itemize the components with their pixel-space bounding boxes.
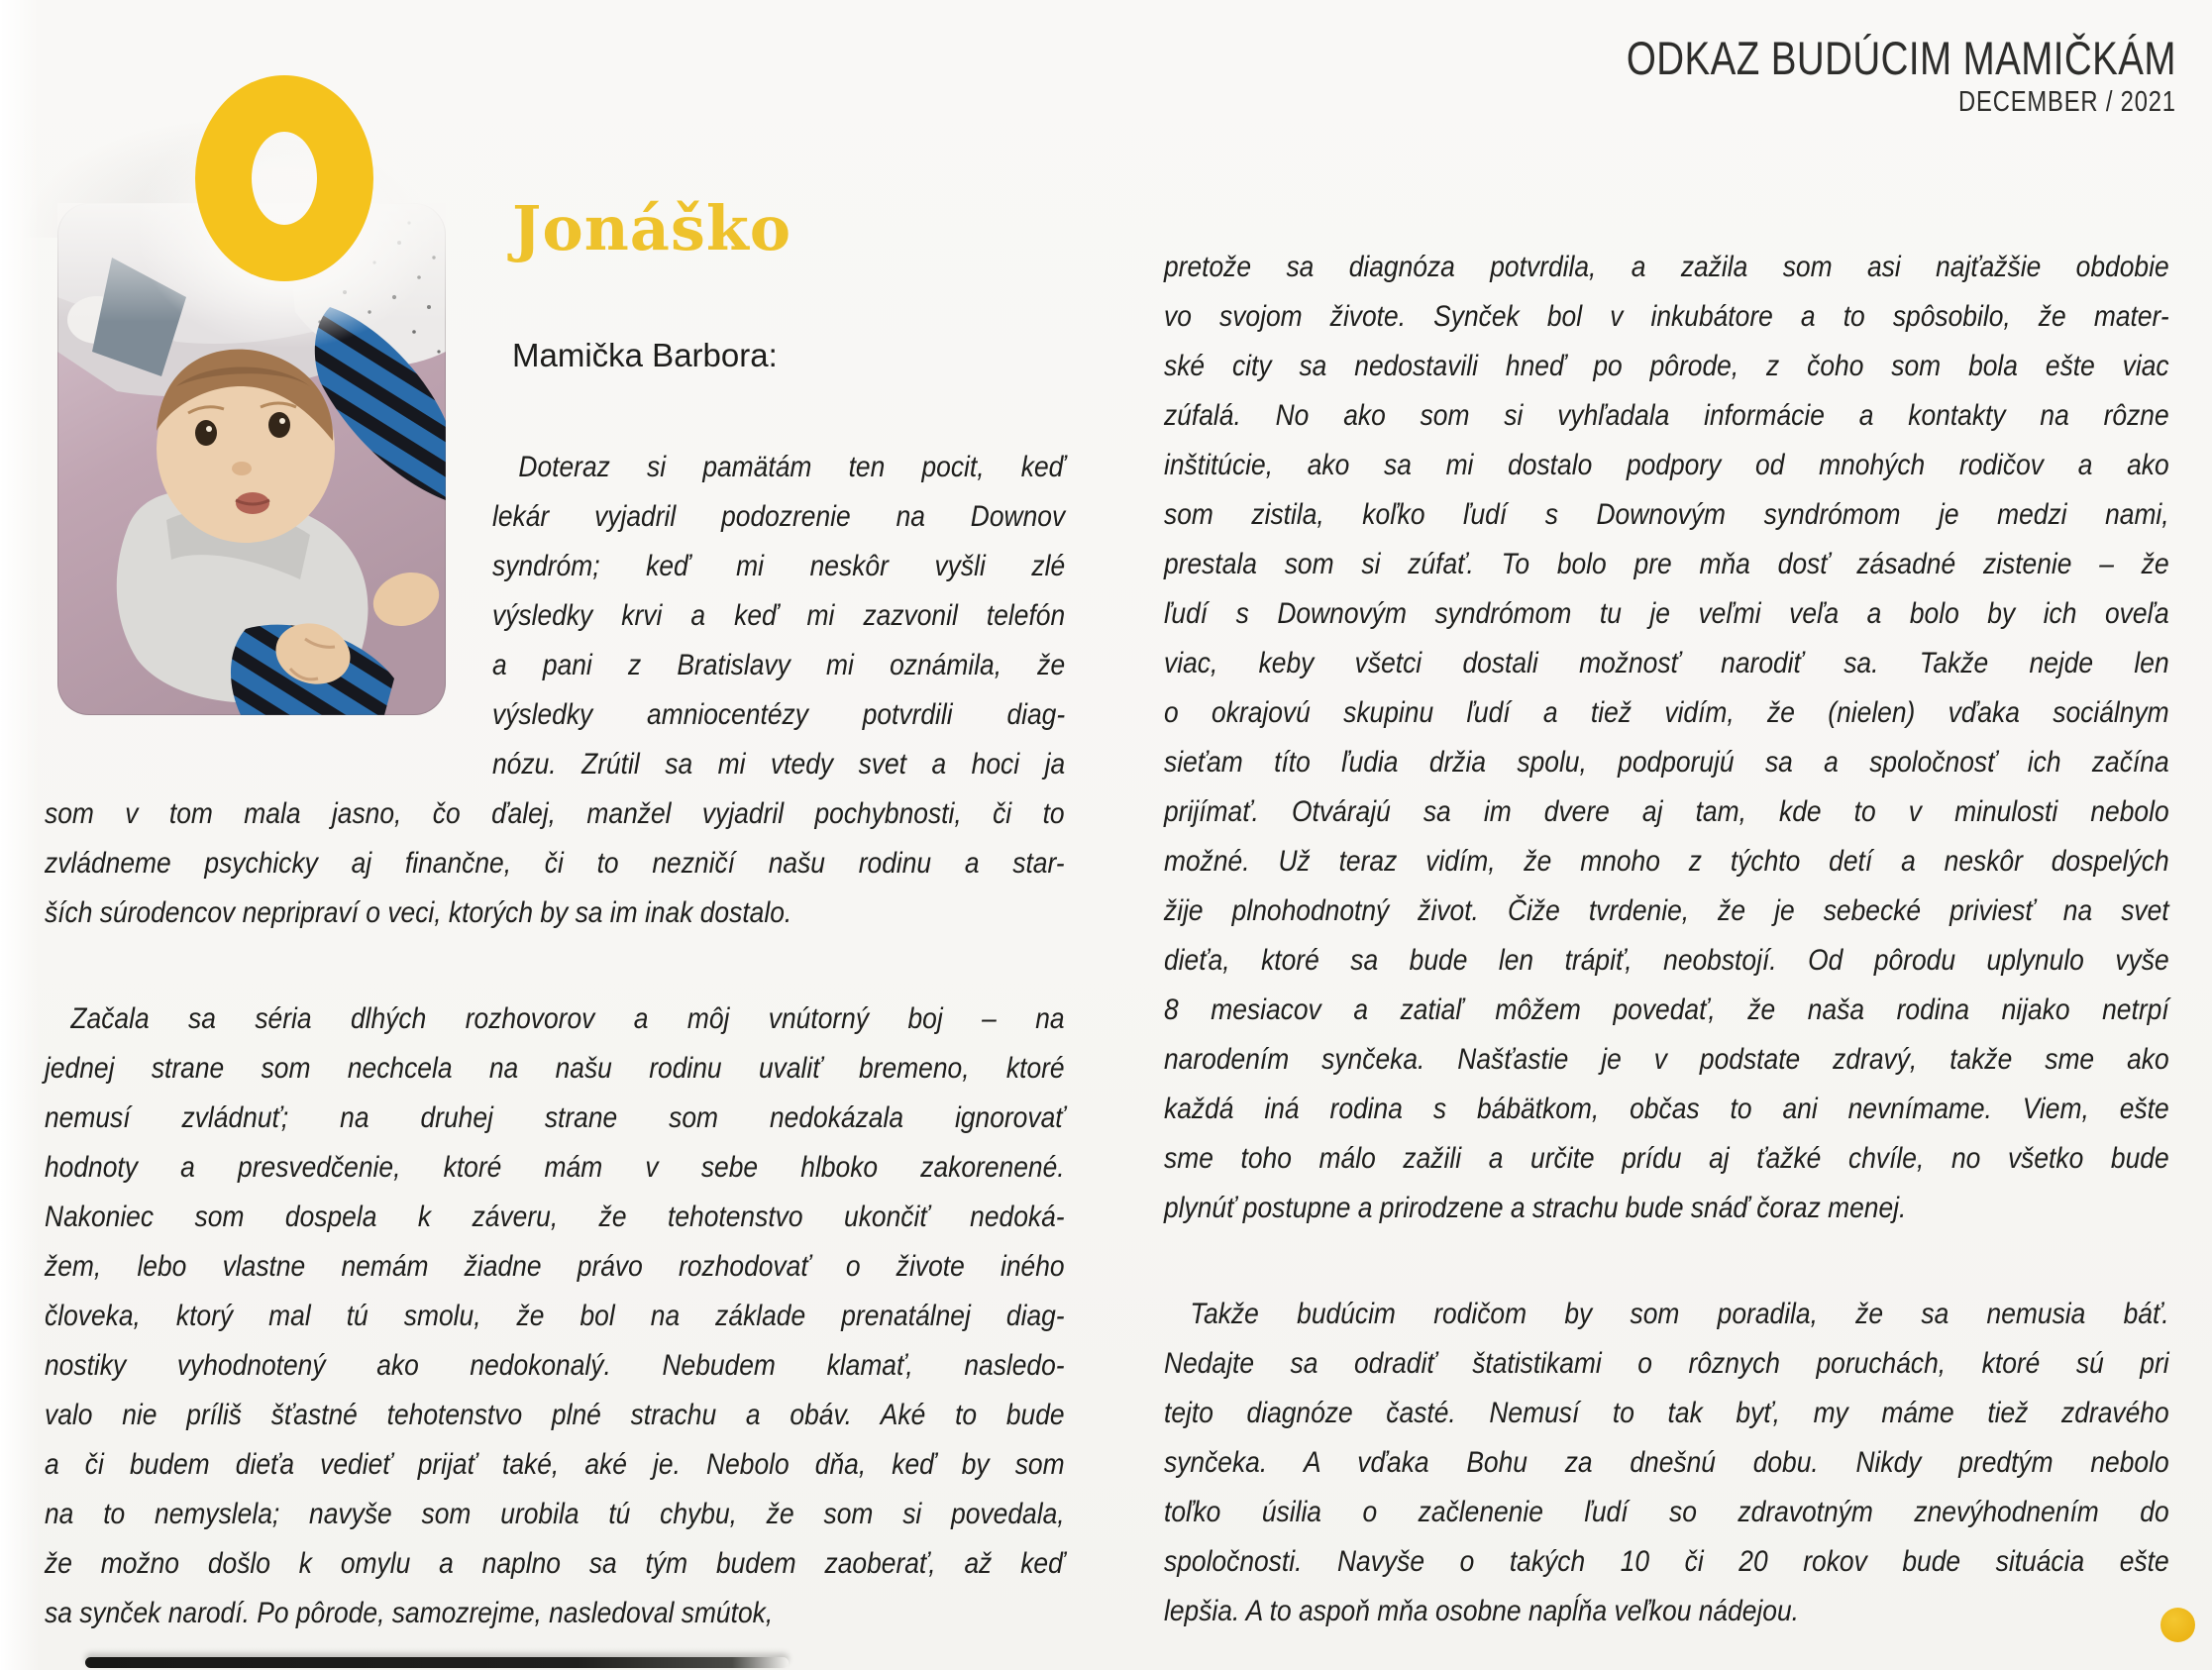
scan-edge [0, 0, 40, 1670]
text-line: lekár vyjadril podozrenie na Downov [492, 500, 1066, 533]
text-line: tejto diagnóze časté. Nemusí to tak byť, my máme tiež zdravého [1164, 1397, 2169, 1429]
text-line: Začala sa séria dlhých rozhovorov a môj vnútorný boj – na [70, 1002, 1065, 1035]
text-line: nózu. Zrútil sa mi vtedy svet a hoci ja [492, 748, 1066, 781]
text-line: a pani z Bratislavy mi oznámila, že [492, 649, 1066, 681]
text-line: lepšia. A to aspoň mňa osobne napĺňa veľkou nádejou. [1164, 1595, 1800, 1627]
masthead [1506, 34, 2176, 119]
text-line: na to nemyslela; navyše som urobila tú chybu, že som si povedala, [45, 1498, 1065, 1530]
text-line: žije plnohodnotný život. Čiže tvrdenie, že je sebecké priviesť na svet [1164, 894, 2169, 927]
text-line: zúfalá. No ako som si vyhľadala informácie a kontakty na rôzne [1164, 399, 2169, 432]
text-line: výsledky krvi a keď mi zazvonil telefón [492, 599, 1066, 632]
text-line: toľko úsilia o začlenenie ľudí so zdravotným znevýhodnením do [1164, 1496, 2169, 1528]
yellow-dot-icon [2160, 1608, 2195, 1642]
text-line: sme toho málo zažili a určite prídu aj ťažké chvíle, no všetko bude [1164, 1142, 2169, 1175]
text-line: ľudí s Downovým syndrómom tu je veľmi veľa a bolo by ich oveľa [1164, 597, 2169, 630]
text-line: narodením synčeka. Našťastie je v podstate zdravý, takže sme ako [1164, 1043, 2169, 1076]
text-line: prestala som si zúfať. To bolo pre mňa dosť zásadné zistenie – že [1164, 548, 2169, 580]
text-line: zvládneme psychicky aj finančne, či to nezničí našu rodinu a star- [45, 847, 1065, 880]
text-line: syndróm; keď mi neskôr vyšli zlé [492, 550, 1066, 582]
text-line: možné. Už teraz vidím, že mnoho z týchto detí a neskôr dospelých [1164, 845, 2169, 878]
text-line: synčeka. A vďaka Bohu za dnešnú dobu. Nikdy predtým nebolo [1164, 1446, 2169, 1479]
yellow-o-ring-logo-icon [195, 75, 373, 281]
text-line: spoločnosti. Navyše o takých 10 či 20 rokov bude situácia ešte [1164, 1545, 2169, 1578]
text-line: inštitúcie, ako sa mi dostalo podpory od mnohých rodičov a ako [1164, 449, 2169, 481]
page-edge-shadow [85, 1657, 789, 1668]
text-line: sieťam títo ľudia držia spolu, podporujú sa a spoločnosť ich začína [1164, 746, 2169, 779]
issue-date: DECEMBER / 2021 [1958, 86, 2176, 119]
text-line: o okrajovú skupinu ľudí a tiež vidím, že (nielen) vďaka sociálnym [1164, 696, 2169, 729]
text-line: sa synček narodí. Po pôrode, samozrejme, nasledoval smútok, [45, 1597, 774, 1629]
text-line: dieťa, ktoré sa bude len trápiť, neobstojí. Od pôrodu uplynulo vyše [1164, 944, 2169, 977]
text-line: valo nie príliš šťastné tehotenstvo plné strachu a obáv. Aké to bude [45, 1399, 1065, 1431]
left-text-column [45, 443, 1065, 1638]
paragraph [45, 443, 1065, 938]
text-line: každá iná rodina s bábätkom, občas to ani nevnímame. Viem, ešte [1164, 1093, 2169, 1125]
article-title: Jonáško [512, 192, 792, 264]
text-line: žem, lebo vlastne nemám žiadne právo rozhodovať o živote iného [45, 1250, 1065, 1283]
right-text-column [1164, 243, 2169, 1636]
text-line: ské city sa nedostavili hneď po pôrode, z čoho som bola ešte viac [1164, 350, 2169, 382]
text-line: hodnoty a presvedčenie, ktoré mám v sebe hlboko zakorenené. [45, 1151, 1065, 1184]
text-line: výsledky amniocentézy potvrdili diag- [492, 698, 1066, 731]
text-line: Takže budúcim rodičom by som poradila, že sa nemusia báť. [1190, 1298, 2169, 1330]
magazine-section-title: ODKAZ BUDÚCIM MAMIČKÁM [1626, 32, 2176, 84]
text-line: som zistila, koľko ľudí s Downovým syndrómom je medzi nami, [1164, 498, 2169, 531]
text-line: jednej strane som nechcela na našu rodinu uvaliť bremeno, ktoré [45, 1052, 1065, 1085]
paragraph [1164, 1290, 2169, 1636]
text-line: Doteraz si pamätám ten pocit, keď [518, 451, 1066, 483]
text-line: nemusí zvládnuť; na druhej strane som nedokázala ignorovať [45, 1101, 1065, 1134]
text-line: nostiky vyhodnotený ako nedokonalý. Nebudem klamať, nasledo- [45, 1349, 1065, 1382]
text-line: plynúť postupne a prirodzene a strachu bude snáď čoraz menej. [1164, 1192, 1907, 1224]
text-line: Nakoniec som dospela k záveru, že tehotenstvo ukončiť nedoká- [45, 1200, 1065, 1233]
text-line: prijímať. Otvárajú sa im dvere aj tam, kde to v minulosti nebolo [1164, 795, 2169, 828]
byline: Mamička Barbora: [512, 337, 778, 373]
text-line: vo svojom živote. Synček bol v inkubátore a to spôsobilo, že mater- [1164, 300, 2169, 333]
paragraph [1164, 243, 2169, 1233]
text-line: že možno došlo k omylu a naplno sa tým budem zaoberať, až keď [45, 1547, 1065, 1580]
paragraph [45, 994, 1065, 1638]
text-line: a či budem dieťa vedieť prijať také, aké je. Nebolo dňa, keď by som [45, 1448, 1065, 1481]
text-line: 8 mesiacov a zatiaľ môžem povedať, že naša rodina nijako netrpí [1164, 993, 2169, 1026]
text-line: viac, keby všetci dostali možnosť narodiť sa. Takže nejde len [1164, 647, 2169, 679]
text-line: ších súrodencov nepripraví o veci, ktorých by sa im inak dostalo. [45, 896, 792, 929]
text-line: človeka, ktorý mal tú smolu, že bol na základe prenatálnej diag- [45, 1300, 1065, 1332]
text-line: som v tom mala jasno, čo ďalej, manžel vyjadril pochybnosti, či to [45, 797, 1065, 830]
text-line: pretože sa diagnóza potvrdila, a zažila som asi najťažšie obdobie [1164, 251, 2169, 283]
text-line: Nedajte sa odradiť štatistikami o rôznych poruchách, ktoré sú pri [1164, 1347, 2169, 1380]
